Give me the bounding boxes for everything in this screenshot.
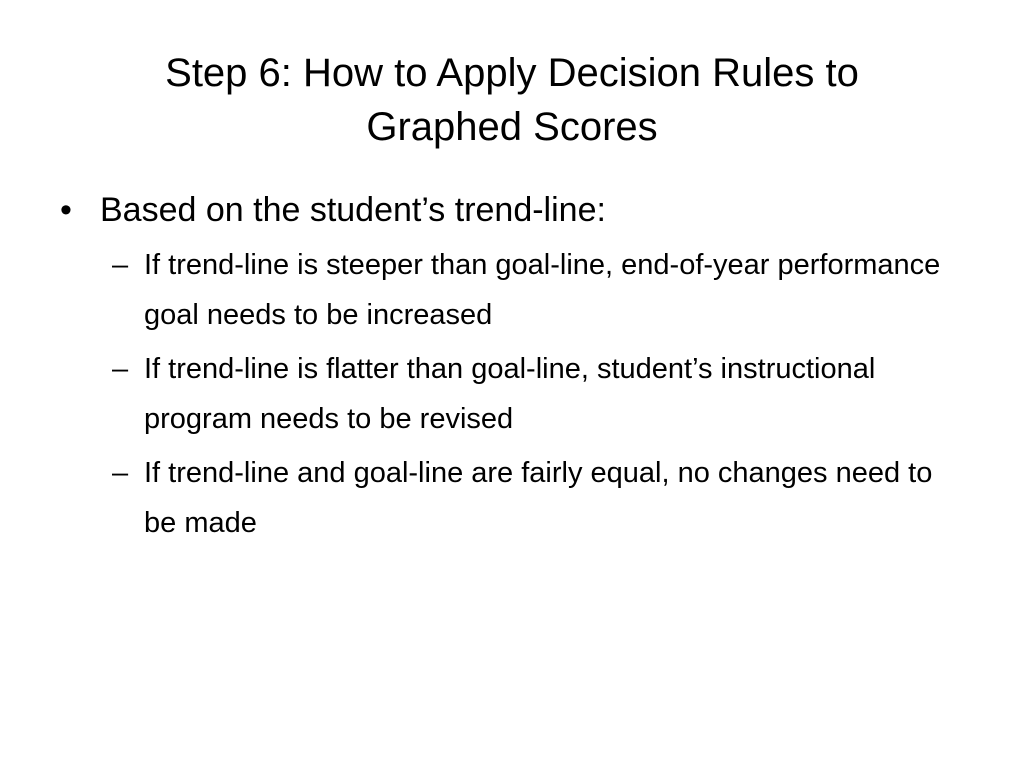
sub-bullet-text: If trend-line and goal-line are fairly equal, no changes need to be made — [144, 457, 933, 539]
bullet-item — [56, 188, 956, 232]
sub-bullet-item — [100, 240, 956, 340]
sub-bullet-text: If trend-line is steeper than goal-line, end-of-year performance goal needs to be increased — [144, 249, 941, 331]
bullet-text: Based on the student’s trend-line: — [100, 191, 606, 229]
slide-title-line-1: Step 6: How to Apply Decision Rules to — [165, 51, 859, 95]
slide-title — [70, 46, 954, 154]
dash-marker-icon: – — [112, 457, 129, 489]
sub-bullet-list — [100, 240, 956, 548]
bullet-marker-icon: • — [60, 191, 72, 229]
slide-title-line-2: Graphed Scores — [366, 105, 658, 149]
sub-bullet-text: If trend-line is flatter than goal-line, student’s instructional program needs to be revised — [144, 353, 876, 435]
sub-bullet-item — [100, 448, 956, 548]
dash-marker-icon: – — [112, 249, 129, 281]
sub-bullet-item — [100, 344, 956, 444]
slide-body — [56, 188, 956, 552]
dash-marker-icon: – — [112, 353, 129, 385]
